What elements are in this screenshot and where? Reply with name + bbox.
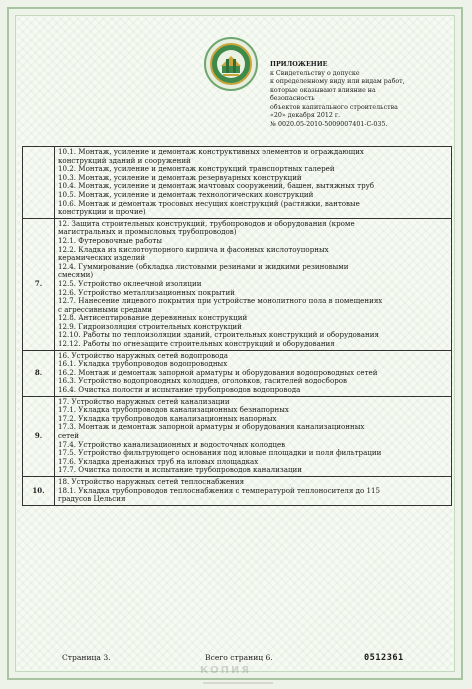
work-item: 12.4. Гуммирование (обкладка листовыми резинами и жидкими резиновыми (58, 262, 349, 271)
work-item: 12.1. Футеровочные работы (58, 236, 162, 245)
copy-watermark: КОПИЯ (200, 665, 252, 676)
works-table (22, 146, 452, 506)
work-item: 12.5. Устройство оклеечной изоляции (58, 279, 202, 288)
work-item: 17.7. Очистка полости и испытание трубопроводов канализации (58, 466, 302, 475)
header-line: № 0020.05-2010-5009007401-С-035. (270, 120, 388, 128)
work-item: 12.8. Антисептирование деревянных конструкций (58, 314, 248, 323)
header-line: безопасность (270, 95, 315, 102)
row-number: 8. (23, 350, 55, 396)
row-works (55, 476, 452, 505)
work-item: 18.1. Укладка трубопроводов теплоснабжения с температурой теплоносителя до 115 (58, 486, 381, 495)
work-item: керамических изделий (58, 254, 146, 263)
work-item: 17. Устройство наружных сетей канализации (58, 397, 230, 406)
table-row (23, 147, 452, 219)
total-pages: Всего страниц 6. (205, 653, 273, 662)
work-item: 10.1. Монтаж, усиление и демонтаж конструктивных элементов и ограждающих (58, 148, 364, 156)
work-item: 17.2. Укладка трубопроводов канализационных напорных (58, 414, 277, 423)
work-item: 12.9. Гидроизоляция строительных конструкций (58, 322, 242, 331)
work-item: 16.2. Монтаж и демонтаж запорной арматуры и оборудования водопроводных сетей (58, 368, 378, 377)
work-item: конструкции и прочие) (58, 208, 146, 217)
work-item: 10.5. Монтаж, усиление и демонтаж технологических конструкций (58, 190, 314, 199)
row-number (23, 147, 55, 219)
printer-imprint-icon (203, 681, 273, 685)
row-works (55, 147, 452, 219)
table-row (23, 218, 452, 350)
row-number: 10. (23, 476, 55, 505)
table-row (23, 350, 452, 396)
work-item: 10.6. Монтаж и демонтаж тросовых несущих конструкций (растяжки, вантовые (58, 199, 360, 208)
work-item: 10.3. Монтаж, усиление и демонтаж резервуарных конструкций (58, 173, 302, 182)
row-works (55, 350, 452, 396)
header-line: объектов капитального строительства (270, 103, 398, 111)
appendix-title: ПРИЛОЖЕНИЕ (270, 61, 328, 68)
appendix-header (270, 61, 460, 129)
work-item: 17.1. Укладка трубопроводов канализационных безнапорных (58, 406, 289, 415)
header-line: которые оказывают влияние на (270, 86, 376, 94)
work-item: 17.5. Устройство фильтрующего основания под иловые площадки и поля фильтрации (58, 449, 382, 458)
work-item: с агрессивными средами (58, 305, 153, 314)
work-item: градусов Цельсия (58, 495, 126, 504)
work-item: конструкций зданий и сооружений (58, 156, 191, 165)
emblem-icon (203, 36, 259, 92)
row-number: 7. (23, 218, 55, 350)
work-item: 17.3. Монтаж и демонтаж запорной арматуры и оборудования канализационных (58, 423, 365, 432)
work-item: 16.4. Очистка полости и испытание трубопроводов водопровода (58, 386, 301, 395)
work-item: 16.3. Устройство водопроводных колодцев, оголовков, гасителей водосборов (58, 377, 348, 386)
table-row (23, 396, 452, 476)
work-item: 10.2. Монтаж, усиление и демонтаж конструкций транспортных галерей (58, 165, 335, 174)
row-works (55, 218, 452, 350)
work-item: сетей (58, 432, 80, 440)
work-item: 17.4. Устройство канализационных и водосточных колодцев (58, 440, 286, 449)
work-item: 12.2. Кладка из кислотоупорного кирпича и фасонных кислотоупорных (58, 245, 329, 254)
work-item: 12. Защита строительных конструкций, трубопроводов и оборудования (кроме (58, 219, 355, 228)
work-item: 12.6. Устройство металлизационных покрытий (58, 288, 235, 297)
work-item: 12.12. Работы по огнезащите строительных конструкций и оборудования (58, 340, 335, 349)
table-row (23, 476, 452, 505)
work-item: 16. Устройство наружных сетей водопровода (58, 351, 228, 360)
work-item: 10.4. Монтаж, усиление и демонтаж мачтовых сооружений, башен, вытяжных труб (58, 182, 375, 191)
work-item: смесями) (58, 271, 94, 280)
header-line: «20» декабря 2012 г. (270, 112, 341, 119)
serial-number: 0512361 (364, 653, 404, 663)
header-line: к определенному виду или видам работ, (270, 78, 405, 85)
header-line: к Свидетельству о допуске (270, 69, 360, 77)
work-item: 16.1. Укладка трубопроводов водопроводных (58, 360, 228, 369)
work-item: 18. Устройство наружных сетей теплоснабжения (58, 477, 245, 486)
row-works (55, 396, 452, 476)
work-item: 17.6. Укладка дренажных труб на иловых площадках (58, 457, 259, 466)
work-item: 12.7. Нанесение лицевого покрытия при устройстве монолитного пола в помещениях (58, 297, 383, 306)
row-number: 9. (23, 396, 55, 476)
work-item: магистральных и промысловых трубопроводов) (58, 228, 237, 237)
page-number: Страница 3. (62, 653, 111, 662)
work-item: 12.10. Работы по теплоизоляции зданий, строительных конструкций и оборудования (58, 331, 379, 340)
